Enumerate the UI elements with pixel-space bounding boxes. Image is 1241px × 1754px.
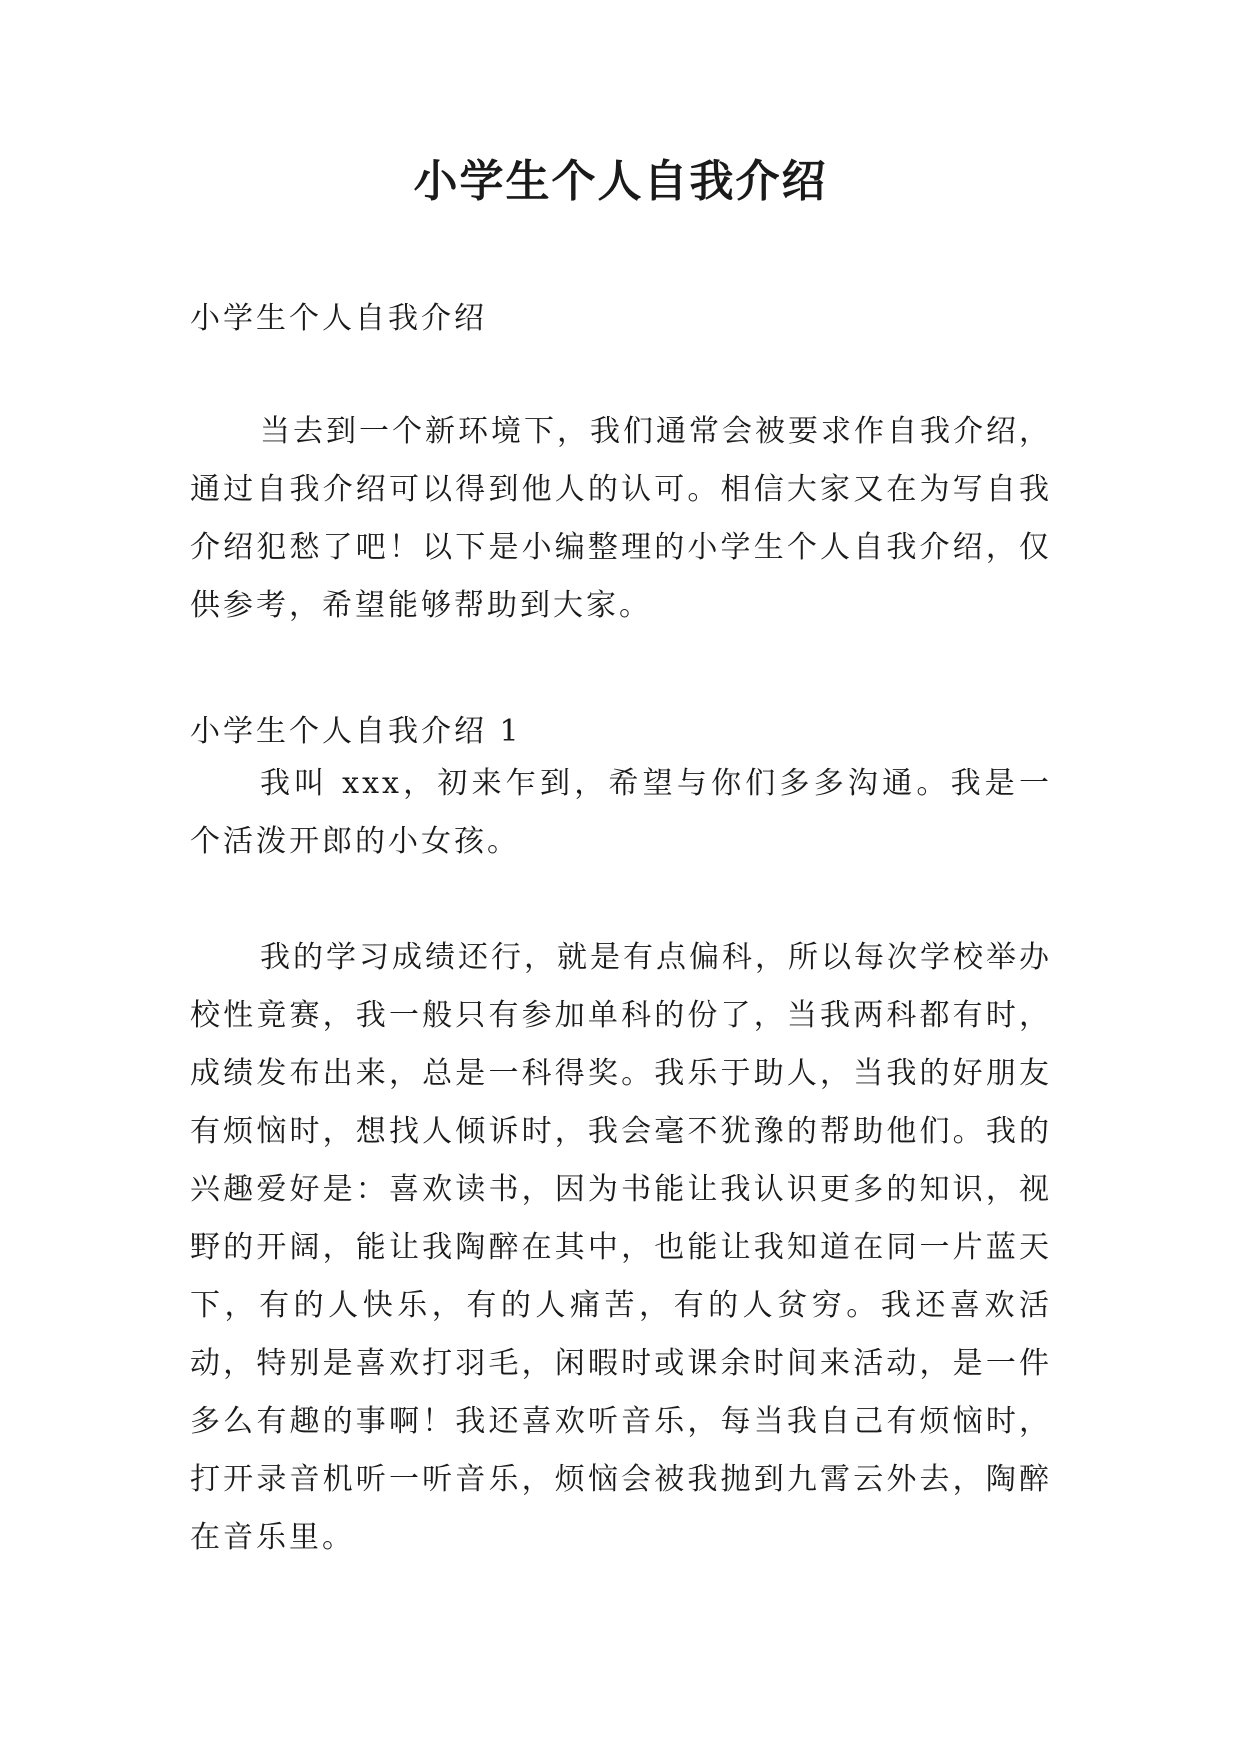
intro-section <box>190 403 1052 635</box>
intro-paragraph: 当去到一个新环境下，我们通常会被要求作自我介绍，通过自我介绍可以得到他人的认可。相信大家又在为写自我介绍犯愁了吧！以下是小编整理的小学生个人自我介绍，仅供参考，希望能够帮助到大家。 <box>190 414 1052 623</box>
section-heading-text: 小学生个人自我介绍 1 <box>190 714 522 749</box>
section-paragraph-1 <box>190 755 1052 871</box>
document-subtitle <box>190 290 1052 348</box>
document-title: 小学生个人自我介绍 <box>413 156 828 207</box>
section-paragraph-2 <box>190 929 1052 1567</box>
paragraph-text: 我叫 xxx，初来乍到，希望与你们多多沟通。我是一个活泼开郎的小女孩。 <box>190 766 1052 859</box>
subtitle-text: 小学生个人自我介绍 <box>190 301 487 336</box>
paragraph-text: 我的学习成绩还行，就是有点偏科，所以每次学校举办校性竟赛，我一般只有参加单科的份了，当我两科都有时，成绩发布出来，总是一科得奖。我乐于助人，当我的好朋友有烦恼时，想找人倾诉时，我会毫不犹豫的帮助他们。我的兴趣爱好是：喜欢读书，因为书能让我认识更多的知识，视野的开阔，能让我陶醉在其中，也能让我知道在同一片蓝天下，有的人快乐，有的人痛苦，有的人贫穷。我还喜欢活动，特别是喜欢打羽毛，闲暇时或课余时间来活动，是一件多么有趣的事啊！我还喜欢听音乐，每当我自己有烦恼时，打开录音机听一听音乐，烦恼会被我抛到九霄云外去，陶醉在音乐里。 <box>190 940 1052 1555</box>
section-heading <box>190 703 1052 761</box>
